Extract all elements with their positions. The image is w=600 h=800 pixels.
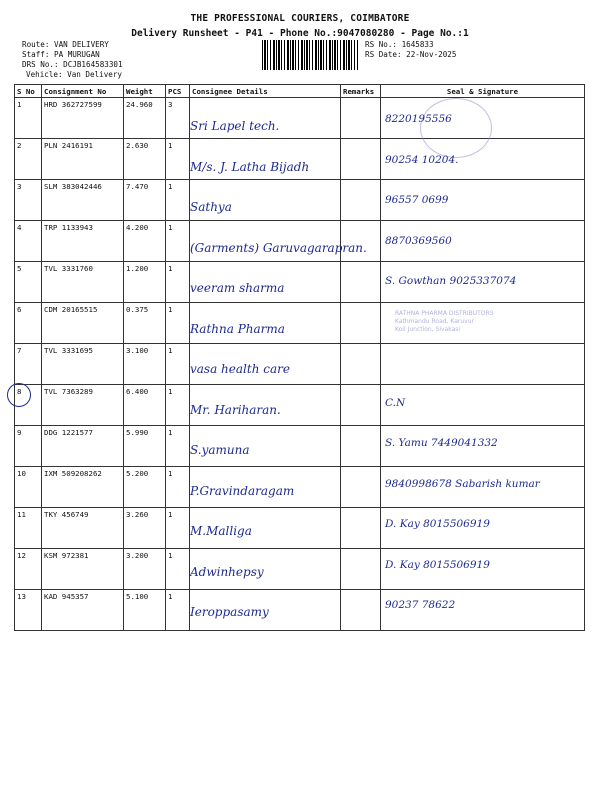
stamp-line-2: Kathmandu Road, Karuvur: [395, 318, 474, 325]
consignee-handwriting: M.Malliga: [190, 524, 252, 538]
table-row: [15, 385, 585, 426]
row-8-marker-circle: [7, 383, 31, 407]
cell-weight: 5.200: [124, 467, 166, 508]
cell-pcs: 1: [166, 139, 190, 180]
table-row: [15, 180, 585, 221]
cell-consignment-no: TKY 456749: [42, 508, 124, 549]
cell-remarks: [341, 385, 381, 426]
table-header: [15, 85, 585, 98]
barcode-image: [262, 40, 358, 70]
cell-pcs: 1: [166, 180, 190, 221]
cell-remarks: [341, 180, 381, 221]
staff-text: Staff: PA MURUGAN: [22, 50, 100, 59]
cell-consignment-no: KSM 972381: [42, 549, 124, 590]
cell-consignment-no: TVL 3331695: [42, 344, 124, 385]
cell-pcs: 1: [166, 385, 190, 426]
rathna-stamp-text: [395, 310, 494, 334]
vehicle-text: Vehicle: Van Delivery: [26, 70, 123, 79]
cell-consignment-no: IXM 509208262: [42, 467, 124, 508]
cell-weight: 5.100: [124, 590, 166, 631]
col-pcs: PCS: [166, 85, 190, 98]
col-remarks: Remarks: [341, 85, 381, 98]
consignee-handwriting: veeram sharma: [190, 281, 285, 295]
cell-weight: 1.200: [124, 262, 166, 303]
cell-sno: 8: [15, 385, 42, 426]
col-sno: S No: [15, 85, 42, 98]
cell-pcs: 1: [166, 221, 190, 262]
cell-pcs: 1: [166, 467, 190, 508]
cell-weight: 3.100: [124, 344, 166, 385]
cell-consignment-no: KAD 945357: [42, 590, 124, 631]
cell-sno: 7: [15, 344, 42, 385]
meta-right: [365, 40, 456, 60]
cell-weight: 24.960: [124, 98, 166, 139]
cell-remarks: [341, 303, 381, 344]
cell-consignment-no: TVL 3331760: [42, 262, 124, 303]
table-row: [15, 303, 585, 344]
cell-remarks: [341, 549, 381, 590]
cell-sno: 11: [15, 508, 42, 549]
drs-text: DRS No.: DCJB164583301: [22, 60, 123, 69]
cell-sno: 2: [15, 139, 42, 180]
signature-handwriting: 9840998678 Sabarish kumar: [385, 477, 540, 490]
cell-weight: 4.200: [124, 221, 166, 262]
consignee-handwriting: Rathna Pharma: [190, 321, 285, 336]
cell-pcs: 1: [166, 590, 190, 631]
cell-sno: 3: [15, 180, 42, 221]
consignee-handwriting: Sathya: [190, 200, 232, 214]
cell-weight: 2.630: [124, 139, 166, 180]
cell-consignment-no: HRD 362727599: [42, 98, 124, 139]
cell-remarks: [341, 262, 381, 303]
consignee-handwriting: P.Gravindaragam: [190, 483, 295, 498]
table-row: [15, 549, 585, 590]
cell-pcs: 1: [166, 508, 190, 549]
col-consignment: Consignment No: [42, 85, 124, 98]
signature-handwriting: 8220195556: [385, 113, 452, 125]
col-weight: Weight: [124, 85, 166, 98]
cell-consignment-no: TVL 7363289: [42, 385, 124, 426]
signature-handwriting: 8870369560: [385, 234, 452, 247]
table-row: [15, 590, 585, 631]
signature-handwriting: 90254 10204.: [385, 153, 459, 166]
cell-consignment-no: SLM 383042446: [42, 180, 124, 221]
cell-remarks: [341, 426, 381, 467]
cell-sign: [381, 344, 585, 385]
consignee-handwriting: Ieroppasamy: [190, 605, 269, 619]
cell-remarks: [341, 508, 381, 549]
cell-pcs: 1: [166, 303, 190, 344]
cell-pcs: 1: [166, 426, 190, 467]
cell-weight: 7.470: [124, 180, 166, 221]
cell-sno: 1: [15, 98, 42, 139]
cell-sno: 13: [15, 590, 42, 631]
signature-handwriting: D. Kay 8015506919: [385, 558, 490, 571]
rs-no-text: RS No.: 1645833: [365, 40, 434, 49]
cell-sno: 4: [15, 221, 42, 262]
cell-sno: 6: [15, 303, 42, 344]
table-row: [15, 98, 585, 139]
consignee-handwriting: Sri Lapel tech.: [190, 119, 280, 133]
stamp-line-3: Koil Junction, Sivakasi: [395, 326, 461, 333]
cell-sno: 10: [15, 467, 42, 508]
route-text: Route: VAN DELIVERY: [22, 40, 109, 49]
signature-handwriting: S. Gowthan 9025337074: [385, 275, 517, 287]
rs-date-text: RS Date: 22-Nov-2025: [365, 50, 457, 59]
consignee-handwriting: (Garments) Garuvagarapran.: [190, 240, 367, 255]
signature-handwriting: S. Yamu 7449041332: [385, 437, 498, 449]
meta-left: [22, 40, 123, 80]
cell-consignment-no: DDG 1221577: [42, 426, 124, 467]
cell-remarks: [341, 344, 381, 385]
cell-weight: 6.400: [124, 385, 166, 426]
table-row: [15, 508, 585, 549]
cell-weight: 5.990: [124, 426, 166, 467]
signature-handwriting: C.N: [385, 396, 406, 409]
consignee-handwriting: S.yamuna: [190, 443, 250, 457]
consignee-handwriting: vasa health care: [190, 362, 290, 376]
company-title: THE PROFESSIONAL COURIERS, COIMBATORE: [190, 13, 410, 24]
cell-sno: 9: [15, 426, 42, 467]
col-seal-signature: Seal & Signature: [381, 85, 585, 98]
cell-remarks: [341, 467, 381, 508]
table-row: [15, 426, 585, 467]
cell-remarks: [341, 98, 381, 139]
consignee-handwriting: Adwinhepsy: [190, 564, 264, 579]
table-row: [15, 344, 585, 385]
runsheet-subtitle: Delivery Runsheet - P41 - Phone No.:9047080280 - Page No.:1: [131, 28, 469, 39]
consignee-handwriting: M/s. J. Latha Bijadh: [190, 159, 310, 174]
cell-sign: [381, 385, 585, 426]
cell-consignment-no: PLN 2416191: [42, 139, 124, 180]
signature-handwriting: 96557 0699: [385, 194, 449, 206]
cell-consignment-no: CDM 20165515: [42, 303, 124, 344]
signature-handwriting: D. Kay 8015506919: [385, 518, 490, 530]
cell-consignment-no: TRP 1133943: [42, 221, 124, 262]
cell-pcs: 1: [166, 344, 190, 385]
cell-weight: 0.375: [124, 303, 166, 344]
cell-sno: 12: [15, 549, 42, 590]
cell-weight: 3.200: [124, 549, 166, 590]
cell-remarks: [341, 139, 381, 180]
cell-weight: 3.260: [124, 508, 166, 549]
cell-sno: 5: [15, 262, 42, 303]
cell-pcs: 1: [166, 262, 190, 303]
cell-remarks: [341, 590, 381, 631]
consignee-handwriting: Mr. Hariharan.: [190, 402, 281, 417]
stamp-line-1: RATHNA PHARMA DISTRIBUTORS: [395, 310, 494, 317]
col-consignee: Consignee Details: [190, 85, 341, 98]
signature-handwriting: 90237 78622: [385, 599, 456, 611]
seal-stamp: [420, 98, 492, 158]
cell-pcs: 1: [166, 549, 190, 590]
cell-pcs: 3: [166, 98, 190, 139]
